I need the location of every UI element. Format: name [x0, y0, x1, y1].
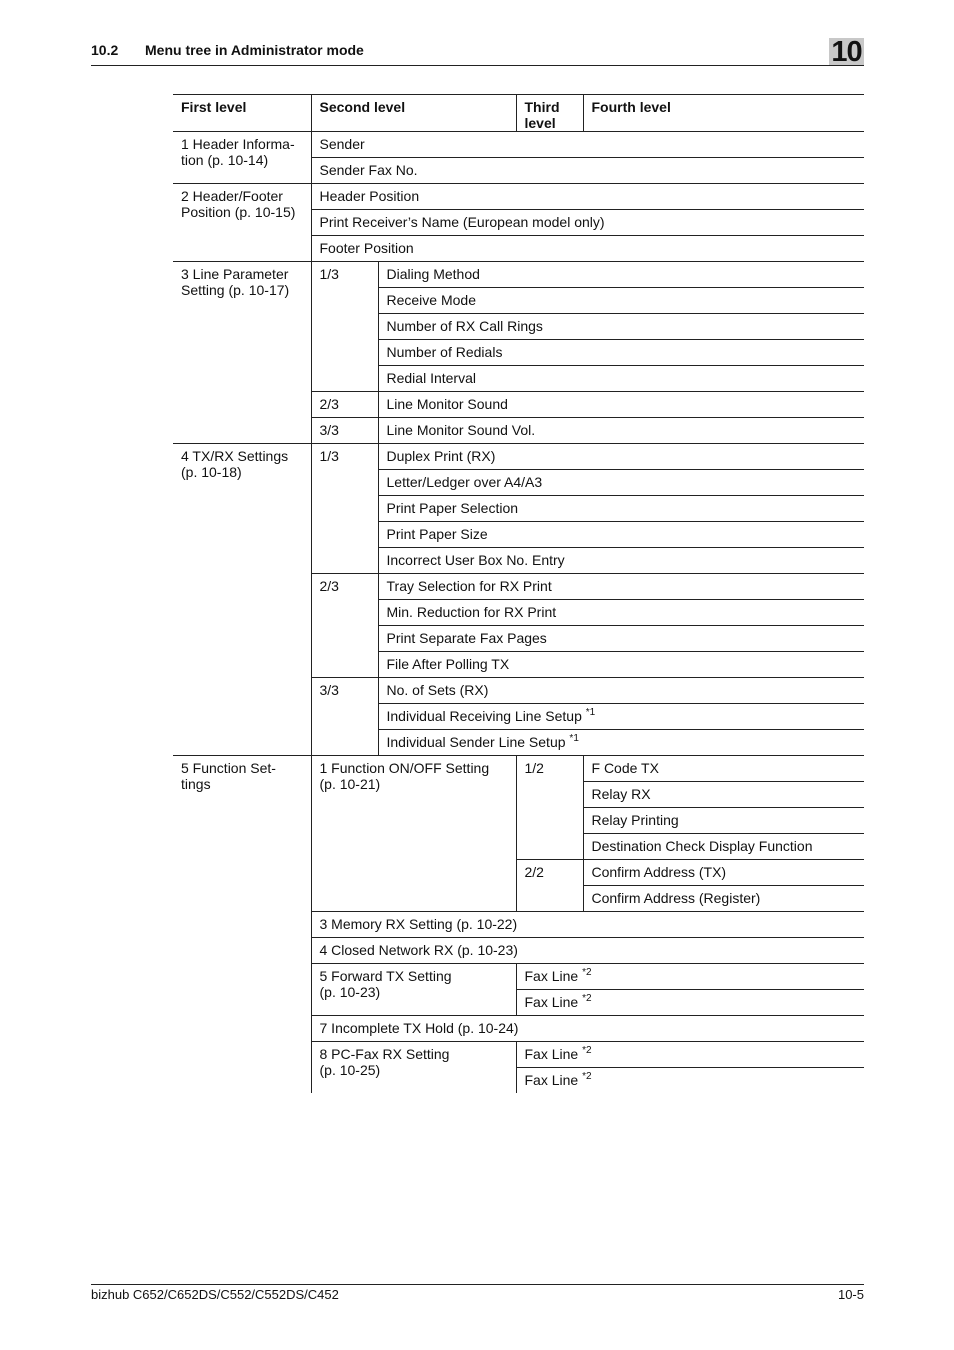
table-row	[173, 184, 864, 210]
page-indicator: 2/2	[516, 860, 583, 912]
page-indicator: 3/3	[311, 678, 378, 756]
column-header: Fourth level	[583, 95, 864, 132]
third-level-cell	[516, 1042, 864, 1068]
first-level-cell: 1 Header Informa- tion (p. 10-14)	[173, 132, 311, 184]
first-level-cell: 3 Line Parameter Setting (p. 10-17)	[173, 262, 311, 444]
footnote-ref: *2	[582, 1045, 592, 1056]
chapter-badge: 10	[829, 38, 864, 65]
section-title: Menu tree in Administrator mode	[145, 42, 364, 58]
page-number: 10-5	[837, 1287, 864, 1302]
first-level-cell: 5 Function Set- tings	[181, 760, 276, 792]
second-level-cell: 7 Incomplete TX Hold (p. 10-24)	[311, 1016, 864, 1042]
item-label: Individual Sender Line Setup	[386, 734, 566, 750]
third-level-cell	[516, 1068, 864, 1094]
first-level-cell: 4 TX/RX Settings (p. 10-18)	[173, 444, 311, 756]
fourth-level-cell: F Code TX	[583, 756, 864, 782]
item-label: Fax Line	[524, 1046, 579, 1062]
page-indicator: 2/3	[311, 574, 378, 678]
third-level-cell: Print Separate Fax Pages	[378, 626, 864, 652]
third-level-cell	[516, 964, 864, 990]
fourth-level-cell: Relay RX	[583, 782, 864, 808]
third-level-cell: Number of Redials	[378, 340, 864, 366]
page-indicator: 1/2	[516, 756, 583, 860]
third-level-cell	[516, 990, 864, 1016]
header-rule	[91, 65, 864, 66]
third-level-cell: Dialing Method	[378, 262, 864, 288]
footnote-ref: *2	[582, 993, 592, 1004]
third-level-cell: Tray Selection for RX Print	[378, 574, 864, 600]
second-level-cell: Sender	[311, 132, 864, 158]
third-level-cell: File After Polling TX	[378, 652, 864, 678]
third-level-cell: No. of Sets (RX)	[378, 678, 864, 704]
third-level-cell: Duplex Print (RX)	[378, 444, 864, 470]
page-indicator: 3/3	[311, 418, 378, 444]
item-label: Fax Line	[524, 1072, 579, 1088]
fourth-level-cell: Destination Check Display Function	[583, 834, 864, 860]
third-level-cell	[378, 730, 864, 756]
item-label: Fax Line	[524, 968, 579, 984]
fourth-level-cell: Relay Printing	[583, 808, 864, 834]
footnote-ref: *1	[585, 707, 596, 718]
page-indicator: 1/3	[311, 444, 378, 574]
third-level-cell: Letter/Ledger over A4/A3	[378, 470, 864, 496]
table-row	[173, 132, 864, 158]
third-level-cell: Redial Interval	[378, 366, 864, 392]
third-level-cell: Print Paper Selection	[378, 496, 864, 522]
third-level-cell: Line Monitor Sound Vol.	[378, 418, 864, 444]
table-row	[173, 756, 864, 782]
footnote-ref: *1	[569, 733, 579, 744]
second-level-cell: Footer Position	[311, 236, 864, 262]
second-level-cell: 8 PC-Fax RX Setting (p. 10-25)	[311, 1042, 516, 1094]
third-level-cell: Line Monitor Sound	[378, 392, 864, 418]
table-header-row	[173, 95, 864, 132]
footnote-ref: *2	[582, 967, 592, 978]
fourth-level-cell: Confirm Address (Register)	[583, 886, 864, 912]
second-level-cell: 4 Closed Network RX (p. 10-23)	[311, 938, 864, 964]
third-level-cell: Number of RX Call Rings	[378, 314, 864, 340]
page-indicator: 2/3	[311, 392, 378, 418]
column-header: First level	[173, 95, 311, 132]
second-level-cell: Header Position	[311, 184, 864, 210]
section-number: 10.2	[91, 42, 119, 58]
column-header: Second level	[311, 95, 516, 132]
third-level-cell	[378, 704, 864, 730]
menu-tree-table	[173, 94, 864, 1093]
third-level-cell: Min. Reduction for RX Print	[378, 600, 864, 626]
column-header: Third level	[516, 95, 583, 132]
third-level-cell: Receive Mode	[378, 288, 864, 314]
footnote-ref: *2	[582, 1071, 592, 1082]
third-level-cell: Incorrect User Box No. Entry	[378, 548, 864, 574]
third-level-cell: Print Paper Size	[378, 522, 864, 548]
table-row	[173, 444, 864, 470]
footer-rule	[91, 1284, 864, 1285]
second-level-cell: Sender Fax No.	[311, 158, 864, 184]
page-indicator: 1/3	[311, 262, 378, 392]
second-level-cell: 1 Function ON/OFF Setting (p. 10-21)	[311, 756, 516, 912]
item-label: Fax Line	[524, 994, 579, 1010]
table-row	[173, 262, 864, 288]
item-label: Individual Receiving Line Setup	[386, 708, 582, 724]
fourth-level-cell: Confirm Address (TX)	[583, 860, 864, 886]
second-level-cell: 5 Forward TX Setting (p. 10-23)	[311, 964, 516, 1016]
second-level-cell: 3 Memory RX Setting (p. 10-22)	[311, 912, 864, 938]
first-level-cell: 2 Header/Footer Position (p. 10-15)	[173, 184, 311, 262]
second-level-cell: Print Receiver’s Name (European model only)	[311, 210, 864, 236]
footer-model: bizhub C652/C652DS/C552/C552DS/C452	[91, 1287, 339, 1302]
